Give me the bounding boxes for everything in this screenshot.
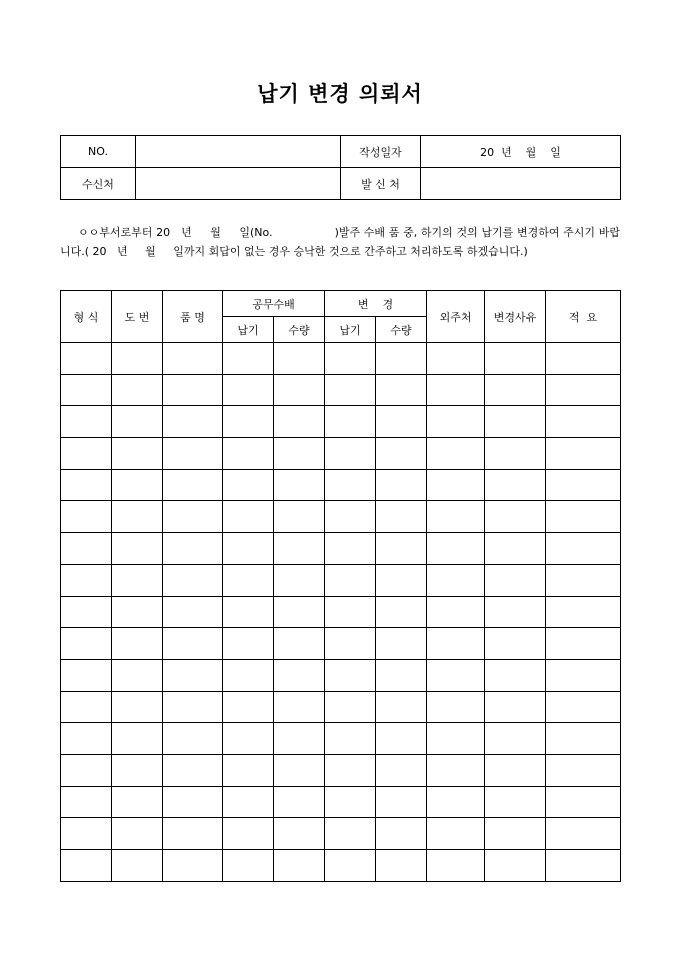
table-cell[interactable] [223, 850, 274, 882]
table-cell[interactable] [485, 659, 546, 691]
table-cell[interactable] [274, 723, 325, 755]
table-cell[interactable] [325, 406, 376, 438]
table-row [61, 850, 621, 882]
items-body [61, 343, 621, 882]
table-cell[interactable] [163, 533, 223, 565]
subheader-chg-qty: 수량 [376, 317, 427, 343]
table-cell[interactable] [223, 628, 274, 660]
info-row-no [61, 136, 621, 168]
sender-field[interactable] [421, 168, 621, 200]
table-cell[interactable] [274, 754, 325, 786]
document-title: 납기 변경 의뢰서 [257, 81, 423, 106]
table-cell[interactable] [223, 754, 274, 786]
table-cell[interactable] [376, 406, 427, 438]
table-cell[interactable] [485, 533, 546, 565]
header-change: 변 경 [325, 291, 427, 317]
table-cell[interactable] [163, 754, 223, 786]
no-label: NO. [61, 136, 136, 168]
table-cell[interactable] [61, 406, 112, 438]
table-cell[interactable] [163, 691, 223, 723]
no-field[interactable] [136, 136, 341, 168]
table-cell[interactable] [376, 659, 427, 691]
table-cell[interactable] [376, 374, 427, 406]
table-cell[interactable] [485, 818, 546, 850]
table-row [61, 754, 621, 786]
table-row [61, 818, 621, 850]
table-cell[interactable] [112, 628, 163, 660]
table-cell[interactable] [274, 406, 325, 438]
table-cell[interactable] [485, 786, 546, 818]
table-cell[interactable] [223, 374, 274, 406]
table-cell[interactable] [61, 818, 112, 850]
table-cell[interactable] [274, 343, 325, 375]
table-cell[interactable] [485, 564, 546, 596]
table-cell[interactable] [546, 533, 621, 565]
header-procurement: 공무수배 [223, 291, 325, 317]
table-cell[interactable] [163, 469, 223, 501]
table-cell[interactable] [112, 818, 163, 850]
table-cell[interactable] [163, 438, 223, 470]
items-table [60, 290, 621, 882]
table-cell[interactable] [163, 564, 223, 596]
table-cell[interactable] [376, 818, 427, 850]
table-cell[interactable] [61, 564, 112, 596]
table-cell[interactable] [325, 659, 376, 691]
table-cell[interactable] [325, 786, 376, 818]
table-row [61, 501, 621, 533]
table-cell[interactable] [546, 818, 621, 850]
table-cell[interactable] [546, 628, 621, 660]
header-remarks: 적 요 [546, 291, 621, 343]
table-cell[interactable] [112, 754, 163, 786]
table-cell[interactable] [427, 501, 485, 533]
table-cell[interactable] [485, 754, 546, 786]
table-cell[interactable] [274, 438, 325, 470]
header-row [61, 291, 621, 317]
table-cell[interactable] [376, 691, 427, 723]
table-cell[interactable] [274, 850, 325, 882]
table-cell[interactable] [325, 343, 376, 375]
table-cell[interactable] [223, 786, 274, 818]
table-cell[interactable] [546, 501, 621, 533]
paragraph-part2: )발주 수배 품 중, 하기의 것의 납기를 변경하여 주시기 바랍니다.( 20 년 월 일까지 회답이 없는 경우 승낙한 것으로 간주하고 처리하도록 하겠습니다.) [60, 226, 621, 258]
table-cell[interactable] [274, 469, 325, 501]
info-row-recipient [61, 168, 621, 200]
table-row [61, 438, 621, 470]
table-cell[interactable] [546, 564, 621, 596]
table-cell[interactable] [546, 786, 621, 818]
table-cell[interactable] [274, 374, 325, 406]
date-value: 20 년 월 일 [480, 145, 561, 159]
recipient-label: 수신처 [61, 168, 136, 200]
table-cell[interactable] [274, 596, 325, 628]
table-cell[interactable] [376, 533, 427, 565]
table-cell[interactable] [223, 818, 274, 850]
table-cell[interactable] [223, 564, 274, 596]
table-cell[interactable] [376, 469, 427, 501]
table-cell[interactable] [325, 850, 376, 882]
table-cell[interactable] [274, 818, 325, 850]
table-cell[interactable] [546, 343, 621, 375]
table-cell[interactable] [427, 469, 485, 501]
table-cell[interactable] [325, 533, 376, 565]
table-cell[interactable] [112, 691, 163, 723]
table-cell[interactable] [223, 533, 274, 565]
table-cell[interactable] [61, 596, 112, 628]
table-cell[interactable] [325, 628, 376, 660]
table-cell[interactable] [112, 850, 163, 882]
table-cell[interactable] [61, 691, 112, 723]
table-cell[interactable] [325, 469, 376, 501]
table-cell[interactable] [163, 786, 223, 818]
header-vendor: 외주처 [427, 291, 485, 343]
table-cell[interactable] [427, 754, 485, 786]
table-cell[interactable] [427, 374, 485, 406]
sender-label: 발 신 처 [341, 168, 421, 200]
table-cell[interactable] [223, 691, 274, 723]
date-field[interactable] [421, 136, 621, 168]
table-cell[interactable] [376, 501, 427, 533]
header-type: 형 식 [61, 291, 112, 343]
table-cell[interactable] [61, 469, 112, 501]
paragraph-part1: ㅇㅇ부서로부터 20 년 월 일(No. [78, 226, 273, 239]
table-cell[interactable] [112, 374, 163, 406]
table-cell[interactable] [112, 564, 163, 596]
table-cell[interactable] [325, 723, 376, 755]
table-cell[interactable] [427, 438, 485, 470]
table-cell[interactable] [112, 786, 163, 818]
table-cell[interactable] [112, 501, 163, 533]
table-cell[interactable] [376, 723, 427, 755]
table-cell[interactable] [163, 374, 223, 406]
table-cell[interactable] [427, 533, 485, 565]
table-cell[interactable] [112, 596, 163, 628]
table-cell[interactable] [223, 501, 274, 533]
table-cell[interactable] [546, 438, 621, 470]
recipient-field[interactable] [136, 168, 341, 200]
table-cell[interactable] [163, 501, 223, 533]
table-cell[interactable] [112, 406, 163, 438]
table-cell[interactable] [546, 596, 621, 628]
table-cell[interactable] [61, 628, 112, 660]
table-cell[interactable] [485, 501, 546, 533]
table-cell[interactable] [546, 723, 621, 755]
table-cell[interactable] [274, 659, 325, 691]
table-cell[interactable] [163, 850, 223, 882]
table-cell[interactable] [274, 533, 325, 565]
table-cell[interactable] [112, 659, 163, 691]
header-item: 품 명 [163, 291, 223, 343]
table-cell[interactable] [427, 786, 485, 818]
table-cell[interactable] [485, 691, 546, 723]
table-row [61, 691, 621, 723]
table-cell[interactable] [427, 564, 485, 596]
table-row [61, 786, 621, 818]
table-cell[interactable] [485, 438, 546, 470]
table-cell[interactable] [274, 564, 325, 596]
table-cell[interactable] [546, 374, 621, 406]
table-cell[interactable] [427, 723, 485, 755]
table-cell[interactable] [61, 374, 112, 406]
table-cell[interactable] [376, 438, 427, 470]
table-cell[interactable] [325, 438, 376, 470]
table-cell[interactable] [112, 438, 163, 470]
table-cell[interactable] [427, 343, 485, 375]
table-cell[interactable] [427, 628, 485, 660]
table-row [61, 564, 621, 596]
table-cell[interactable] [61, 723, 112, 755]
table-row [61, 533, 621, 565]
table-cell[interactable] [325, 596, 376, 628]
table-cell[interactable] [163, 596, 223, 628]
subheader-chg-due: 납기 [325, 317, 376, 343]
table-cell[interactable] [61, 438, 112, 470]
table-cell[interactable] [485, 469, 546, 501]
table-cell[interactable] [325, 818, 376, 850]
table-cell[interactable] [163, 818, 223, 850]
header-drawing: 도 번 [112, 291, 163, 343]
table-cell[interactable] [274, 691, 325, 723]
table-cell[interactable] [427, 818, 485, 850]
table-cell[interactable] [546, 469, 621, 501]
table-cell[interactable] [546, 754, 621, 786]
table-cell[interactable] [61, 850, 112, 882]
table-cell[interactable] [485, 343, 546, 375]
table-cell[interactable] [427, 406, 485, 438]
table-cell[interactable] [427, 596, 485, 628]
request-paragraph [60, 223, 620, 261]
table-cell[interactable] [376, 343, 427, 375]
table-row [61, 628, 621, 660]
table-cell[interactable] [163, 343, 223, 375]
table-row [61, 343, 621, 375]
subheader-proc-due: 납기 [223, 317, 274, 343]
table-cell[interactable] [546, 406, 621, 438]
header-reason: 변경사유 [485, 291, 546, 343]
date-label: 작성일자 [341, 136, 421, 168]
table-cell[interactable] [485, 628, 546, 660]
table-row [61, 596, 621, 628]
table-cell[interactable] [376, 596, 427, 628]
table-cell[interactable] [112, 723, 163, 755]
table-row [61, 723, 621, 755]
table-cell[interactable] [325, 691, 376, 723]
table-cell[interactable] [325, 501, 376, 533]
table-cell[interactable] [274, 501, 325, 533]
table-cell[interactable] [223, 723, 274, 755]
table-cell[interactable] [427, 691, 485, 723]
subheader-proc-qty: 수량 [274, 317, 325, 343]
table-cell[interactable] [163, 723, 223, 755]
table-row [61, 659, 621, 691]
table-cell[interactable] [112, 469, 163, 501]
table-row [61, 406, 621, 438]
table-cell[interactable] [485, 723, 546, 755]
table-cell[interactable] [427, 850, 485, 882]
table-cell[interactable] [112, 343, 163, 375]
table-cell[interactable] [376, 628, 427, 660]
table-cell[interactable] [485, 596, 546, 628]
table-row [61, 469, 621, 501]
table-row [61, 374, 621, 406]
table-cell[interactable] [223, 659, 274, 691]
table-cell[interactable] [223, 406, 274, 438]
table-cell[interactable] [223, 469, 274, 501]
table-cell[interactable] [61, 754, 112, 786]
table-cell[interactable] [546, 659, 621, 691]
table-cell[interactable] [376, 850, 427, 882]
table-cell[interactable] [274, 628, 325, 660]
table-cell[interactable] [112, 533, 163, 565]
table-cell[interactable] [325, 754, 376, 786]
table-cell[interactable] [546, 850, 621, 882]
table-cell[interactable] [376, 754, 427, 786]
table-cell[interactable] [61, 533, 112, 565]
table-cell[interactable] [163, 659, 223, 691]
table-cell[interactable] [485, 850, 546, 882]
table-cell[interactable] [223, 343, 274, 375]
table-cell[interactable] [61, 786, 112, 818]
table-cell[interactable] [61, 501, 112, 533]
info-table [60, 135, 621, 200]
table-cell[interactable] [485, 374, 546, 406]
table-cell[interactable] [274, 786, 325, 818]
table-cell[interactable] [163, 406, 223, 438]
table-cell[interactable] [427, 659, 485, 691]
table-cell[interactable] [223, 596, 274, 628]
table-cell[interactable] [61, 659, 112, 691]
table-cell[interactable] [61, 343, 112, 375]
table-cell[interactable] [376, 564, 427, 596]
table-cell[interactable] [546, 691, 621, 723]
table-cell[interactable] [223, 438, 274, 470]
table-cell[interactable] [376, 786, 427, 818]
table-cell[interactable] [325, 374, 376, 406]
table-cell[interactable] [485, 406, 546, 438]
table-cell[interactable] [163, 628, 223, 660]
table-cell[interactable] [325, 564, 376, 596]
